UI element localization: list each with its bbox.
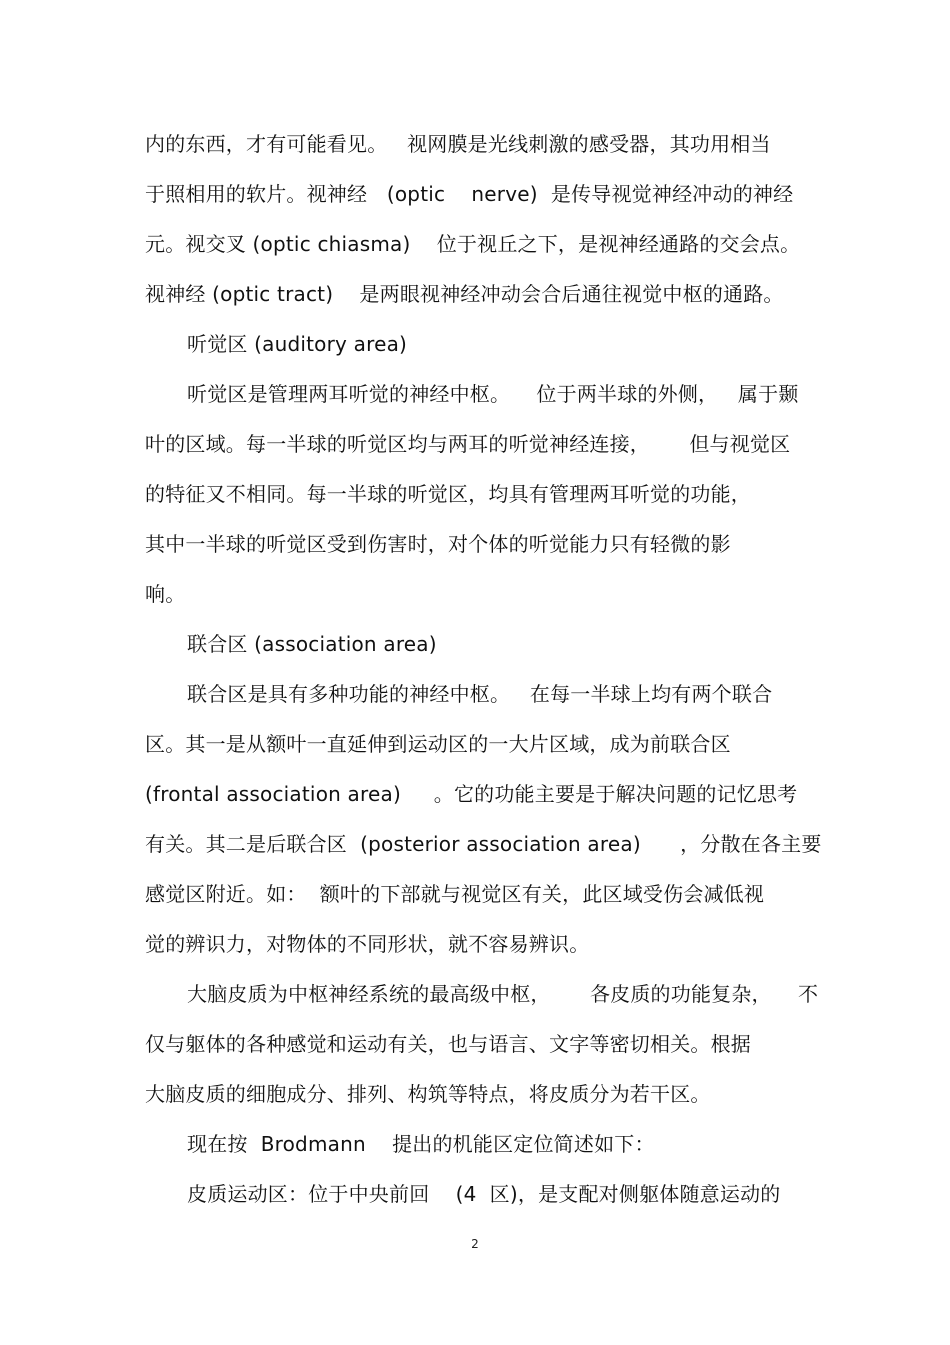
text-line: 大脑皮质为中枢神经系统的最高级中枢， 各皮质的功能复杂， 不: [187, 982, 819, 1006]
text-line: 大脑皮质的细胞成分、排列、构筑等特点，将皮质分为若干区。: [145, 1082, 711, 1106]
text-line: 的特征又不相同。每一半球的听觉区，均具有管理两耳听觉的功能，: [145, 482, 751, 506]
text-line: 觉的辨识力，对物体的不同形状，就不容易辨识。: [145, 932, 590, 956]
section-heading: 联合区 (association area): [187, 632, 437, 656]
text-line: 元。视交叉 (optic chiasma) 位于视丘之下，是视神经通路的交会点。: [145, 232, 801, 256]
text-line: 有关。其二是后联合区 (posterior association area) ，分散在各主要: [145, 832, 822, 856]
text-line: 仅与躯体的各种感觉和运动有关，也与语言、文字等密切相关。根据: [145, 1032, 751, 1056]
text-line: (frontal association area) 。它的功能主要是于解决问题的记忆思考: [145, 782, 798, 806]
text-line: 皮质运动区：位于中央前回 (4 区)，是支配对侧躯体随意运动的: [187, 1182, 781, 1206]
text-line: 听觉区是管理两耳听觉的神经中枢。 位于两半球的外侧， 属于颞: [187, 382, 799, 406]
text-line: 区。其一是从额叶一直延伸到运动区的一大片区域，成为前联合区: [145, 732, 731, 756]
text-line: 视神经 (optic tract) 是两眼视神经冲动会合后通往视觉中枢的通路。: [145, 282, 784, 306]
text-line: 叶的区域。每一半球的听觉区均与两耳的听觉神经连接， 但与视觉区: [145, 432, 791, 456]
text-line: 现在按 Brodmann 提出的机能区定位简述如下：: [187, 1132, 655, 1156]
text-line: 响。: [145, 582, 186, 606]
page-number: 2: [471, 1237, 479, 1251]
text-line: 感觉区附近。如： 额叶的下部就与视觉区有关，此区域受伤会减低视: [145, 882, 765, 906]
text-line: 其中一半球的听觉区受到伤害时，对个体的听觉能力只有轻微的影: [145, 532, 731, 556]
text-line: 于照相用的软片。视神经 (optic nerve) 是传导视觉神经冲动的神经: [145, 182, 794, 206]
text-line: 联合区是具有多种功能的神经中枢。 在每一半球上均有两个联合: [187, 682, 773, 706]
section-heading: 听觉区 (auditory area): [187, 332, 408, 356]
text-line: 内的东西，才有可能看见。 视网膜是光线刺激的感受器，其功用相当: [145, 132, 771, 156]
